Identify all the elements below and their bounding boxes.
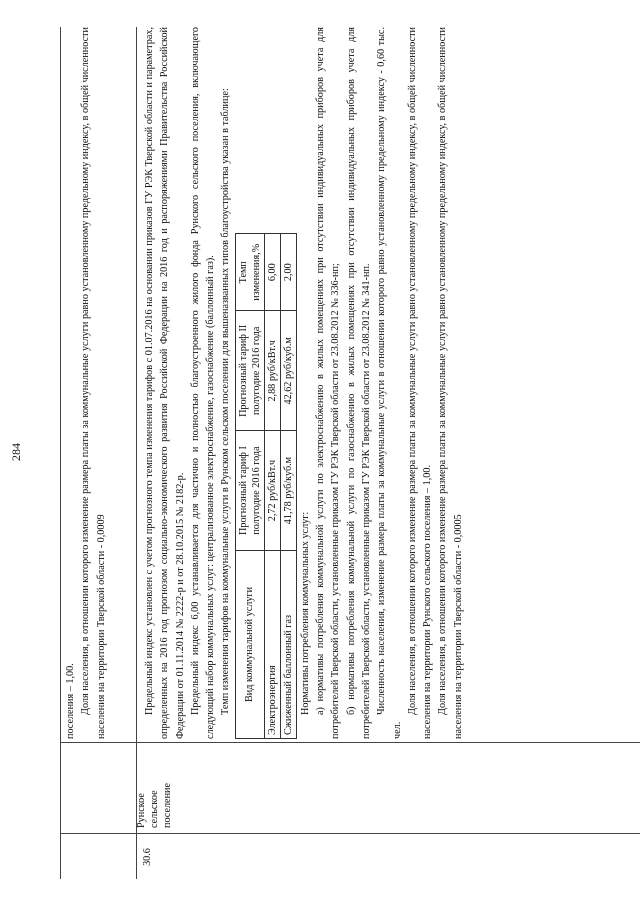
paragraph-norms-title: Нормативы потребления коммунальных услуг: (299, 511, 311, 715)
paragraph-population: Численность населения, изменение размера платы за коммунальные услуги в отношении которого равно установленному предельному индексу - 0,60 тыс. чел. (376, 27, 403, 739)
paragraph: Доля населения, в отношении которого изменение размера платы за коммунальные услуги равно установленному предельному индексу, в общей численности населения на территории Тверской области - 0,0009 (80, 27, 107, 739)
paragraph-table-intro: Темп изменения тарифов на коммунальные услуги в Рунском сельском поселении для вышеназванных типов благоустройства указан в таблице: (220, 88, 232, 715)
table-border-top (60, 27, 61, 879)
table-cell: 6,00 (264, 234, 280, 311)
paragraph-index-basis: Предельный индекс установлен с учетом прогнозного темпа изменения тарифов с 01.07.2016 на основании приказов ГУ РЭК Тверской области и параметрах, определенных на 2016 год прогнозом социально-экономического развития Российской Федерации на 2016 год и распоряжениями Правительства Российской Федерации от 01.11.2014 № 2222-р и от 28.10.2015 № 2182-р. (144, 27, 186, 739)
row-number: 30.6 (142, 848, 153, 866)
previous-row-text (63, 27, 109, 739)
settlement-name-line: Рунское (136, 793, 147, 828)
paragraph: поселения – 1,00. (65, 663, 76, 739)
paragraph-norm-electricity: а) нормативы потребления коммунальной услуги по электроснабжению в жилых помещениях при отсутствии индивидуальных приборов учета для потребителей Тверской области, установленные приказом ГУ РЭК Тверской области от 23.08.2012 № 336-нп; (315, 27, 342, 739)
column-header: Вид коммунальной услуги (235, 550, 264, 738)
settlement-name-line: сельское (148, 790, 160, 828)
table-cell: 2,72 руб/кВт.ч (264, 431, 280, 551)
column-header: Прогнозный тариф I полугодие 2016 года (235, 431, 264, 551)
table-cell: 41,78 руб/куб.м (280, 431, 296, 551)
paragraph-share-region: Доля населения, в отношении которого изменение размера платы за коммунальные услуги равно установленному предельному индексу, в общей численности населения на территории Тверской области - 0,0005 (437, 27, 464, 739)
column-header: Темп изменения,% (235, 234, 264, 311)
paragraph-norm-gas: б) нормативы потребления коммунальной услуги по газоснабжению в жилых помещениях при отсутствии индивидуальных приборов учета для потребителей Тверской области, установленные приказом ГУ РЭК Тверской области от 23.08.2012 № 341-нп. (345, 27, 372, 739)
settlement-name-line: поселение (161, 783, 173, 828)
column-header: Прогнозный тариф II полугодие 2016 года (235, 311, 264, 431)
table-cell: Электроэнергия (264, 550, 280, 738)
row-content (142, 27, 466, 739)
table-row (280, 234, 296, 739)
page-number: 284 (9, 443, 23, 461)
table-cell: 2,00 (280, 234, 296, 311)
table-header-row (235, 234, 264, 739)
tariff-table (235, 233, 297, 739)
table-row (264, 234, 280, 739)
table-cell: 42,62 руб/куб.м (280, 311, 296, 431)
paragraph-share-settlement: Доля населения, в отношении которого изменение размера платы за коммунальные услуги равно установленному предельному индексу, в общей численности населения на территории Рунского сельского поселения – 1,00. (406, 27, 434, 739)
table-cell: Сжиженный баллонный газ (280, 550, 296, 738)
column-divider-1 (60, 833, 640, 834)
settlement-name (136, 732, 174, 829)
paragraph-housing: Предельный индекс 6,00 устанавливается для частично и полностью благоустроенного жилого фонда Рунского сельского поселения, включающего следующий набор коммунальных услуг: централизованное электроснабжение, газоснабжение (баллонный газ). (189, 27, 217, 739)
table-cell: 2,88 руб/кВт.ч (264, 311, 280, 431)
